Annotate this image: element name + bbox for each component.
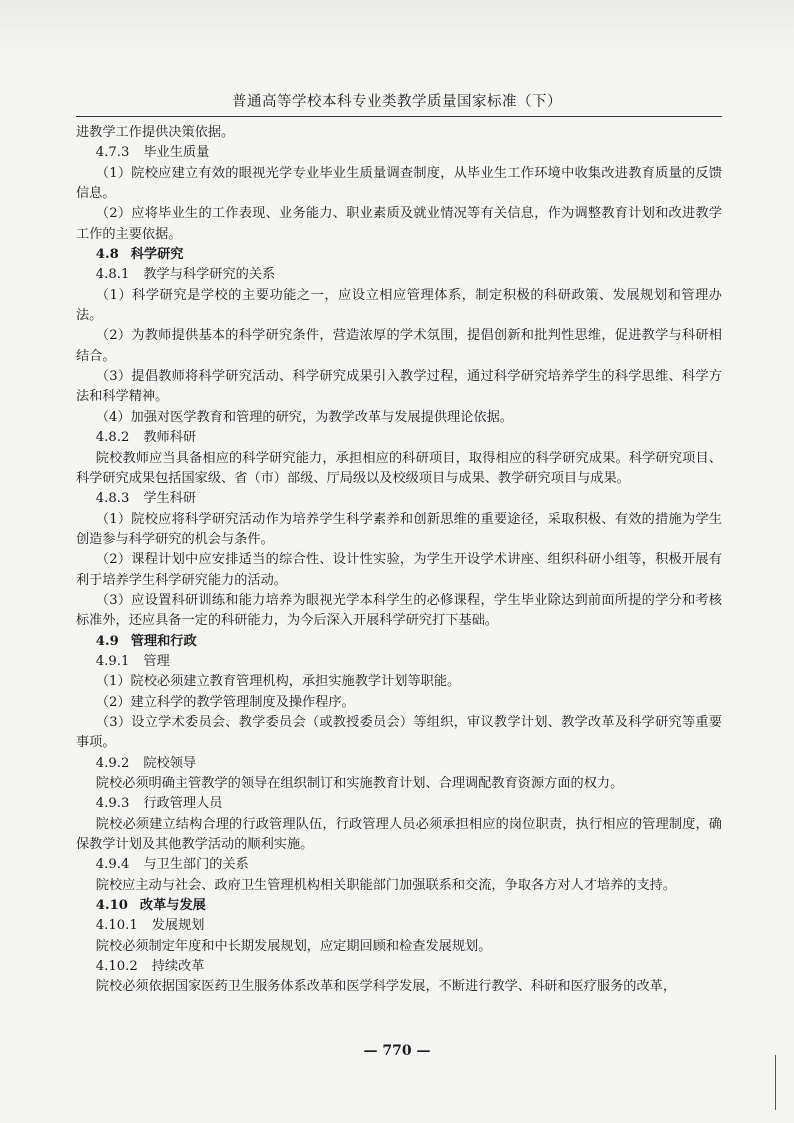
paragraph: 院校必须依据国家医药卫生服务体系改革和医学科学发展，不断进行教学、科研和医疗服务的改革，	[95, 979, 677, 995]
subsection-heading	[76, 265, 722, 285]
subsection-title: 学生科研	[143, 491, 197, 507]
paragraph: 院校应主动与社会、政府卫生管理机构相关职能部门加强联系和交流，争取各方对人才培养的支持。	[95, 877, 677, 893]
paragraph: （4）加强对医学教育和管理的研究，为教学改革与发展提供理论依据。	[95, 409, 513, 425]
subsection-number: 4.8.1	[95, 267, 130, 283]
paragraph: （3）提倡教师将科学研究活动、科学研究成果引入教学过程，通过科学研究培养学生的科学思维、科学方法和科学精神。	[76, 369, 722, 405]
subsection-title: 行政管理人员	[143, 796, 223, 812]
subsection-number: 4.7.3	[95, 145, 130, 161]
subsection-heading	[76, 652, 722, 672]
subsection-title: 管理	[143, 653, 170, 669]
page-number: — 770 —	[363, 1043, 431, 1059]
document-body	[76, 123, 722, 998]
scan-edge	[0, 0, 794, 52]
subsection-title: 教师科研	[143, 430, 197, 446]
subsection-title: 院校领导	[143, 755, 197, 771]
section-title: 改革与发展	[139, 898, 206, 914]
paragraph-continuation: 进教学工作提供决策依据。	[76, 125, 235, 140]
subsection-title: 发展规划	[151, 918, 205, 934]
paragraph: （2）为教师提供基本的科学研究条件，营造浓厚的学术氛围，提倡创新和批判性思维，促进教学与科研相结合。	[76, 328, 722, 364]
subsection-number: 4.10.1	[95, 918, 138, 934]
section-heading	[76, 245, 722, 265]
subsection-number: 4.8.2	[95, 430, 130, 446]
subsection-number: 4.9.1	[95, 653, 130, 669]
paragraph: （1）院校应将科学研究活动作为培养学生科学素养和创新思维的重要途径，采取积极、有效的措施为学生创造参与科学研究的机会与条件。	[76, 511, 722, 547]
subsection-heading	[76, 957, 722, 977]
paragraph: （1）科学研究是学校的主要功能之一，应设立相应管理体系，制定积极的科研政策、发展规划和管理办法。	[76, 287, 722, 324]
subsection-heading	[76, 428, 722, 448]
paragraph: （1）院校必须建立教育管理机构，承担实施教学计划等职能。	[95, 674, 461, 690]
paragraph: （3）设立学术委员会、教学委员会（或教授委员会）等组织，审议教学计划、教学改革及科学研究等重要事项。	[76, 714, 722, 751]
paragraph: 院校必须制定年度和中长期发展规划，应定期回顾和检查发展规划。	[95, 938, 492, 954]
header-rule	[76, 116, 722, 117]
running-header: 普通高等学校本科专业类教学质量国家标准（下）	[232, 94, 562, 110]
paragraph: 院校必须明确主管教学的领导在组织制订和实施教育计划、合理调配教育资源方面的权力。	[95, 776, 624, 791]
subsection-number: 4.9.2	[95, 755, 130, 771]
section-heading	[76, 896, 722, 916]
subsection-heading	[76, 855, 722, 875]
section-number: 4.8	[95, 247, 119, 263]
subsection-title: 与卫生部门的关系	[143, 857, 249, 873]
paragraph: 院校教师应当具备相应的科学研究能力，承担相应的科研项目，取得相应的科学研究成果。科学研究项目、科学研究成果包括国家级、省（市）部级、厅局级以及校级项目与成果、教学研究项目与成果。	[76, 450, 722, 486]
subsection-heading	[76, 794, 722, 814]
section-number: 4.10	[95, 898, 128, 914]
subsection-title: 教学与科学研究的关系	[143, 267, 276, 283]
paragraph: 院校必须建立结构合理的行政管理队伍，行政管理人员必须承担相应的岗位职责，执行相应的管理制度，确保教学计划及其他教学活动的顺利实施。	[76, 816, 722, 853]
subsection-heading	[76, 489, 722, 509]
section-title: 管理和行政	[130, 633, 197, 649]
scan-margin-line	[775, 1055, 776, 1110]
subsection-number: 4.9.3	[95, 796, 130, 812]
paragraph: （3）应设置科研训练和能力培养为眼视光学本科学生的必修课程，学生毕业除达到前面所提的学分和考核标准外，还应具备一定的科研能力，为今后深入开展科学研究打下基础。	[76, 592, 722, 629]
paragraph: （2）课程计划中应安排适当的综合性、设计性实验，为学生开设学术讲座、组织科研小组等，积极开展有利于培养学生科学研究能力的活动。	[76, 552, 722, 588]
subsection-number: 4.9.4	[95, 857, 130, 873]
subsection-heading	[76, 916, 722, 936]
subsection-title: 毕业生质量	[143, 145, 210, 161]
section-heading	[76, 632, 722, 652]
paragraph: （2）建立科学的教学管理制度及操作程序。	[95, 694, 355, 710]
section-title: 科学研究	[130, 247, 184, 263]
subsection-title: 持续改革	[151, 959, 205, 975]
paragraph: （1）院校应建立有效的眼视光学专业毕业生质量调查制度，从毕业生工作环境中收集改进教育质量的反馈信息。	[76, 165, 722, 202]
subsection-number: 4.10.2	[95, 959, 138, 975]
subsection-heading	[76, 143, 722, 163]
subsection-number: 4.8.3	[95, 491, 130, 507]
subsection-heading	[76, 754, 722, 774]
section-number: 4.9	[95, 633, 119, 649]
paragraph: （2）应将毕业生的工作表现、业务能力、职业素质及就业情况等有关信息，作为调整教育计划和改进教学工作的主要依据。	[76, 206, 722, 242]
